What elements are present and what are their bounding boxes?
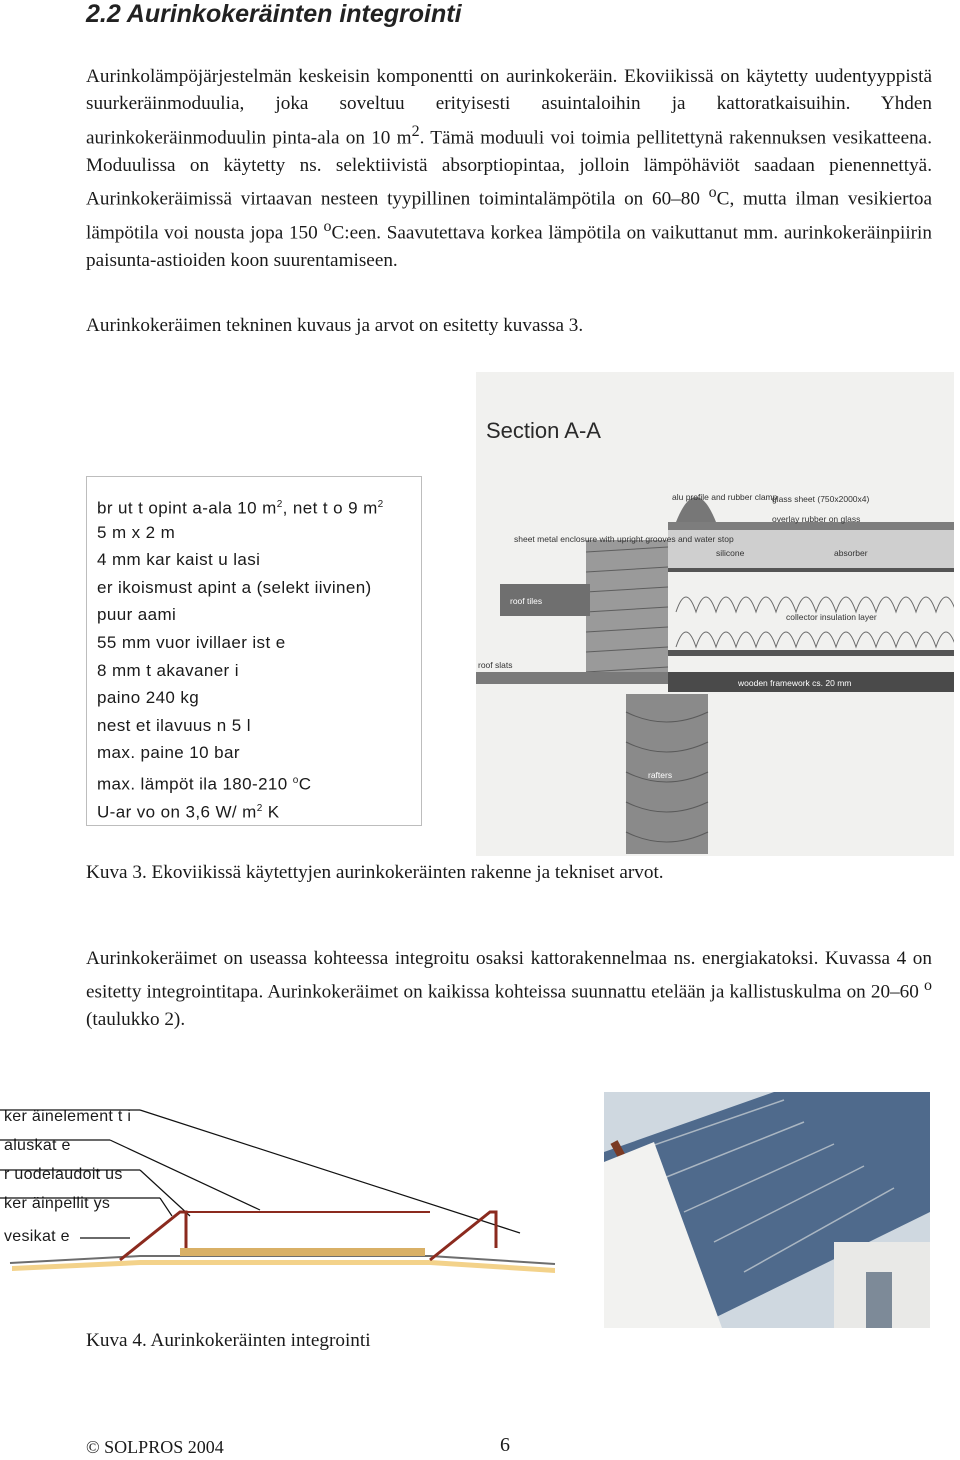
label-sheet-metal: sheet metal enclosure with upright grooves and water stop	[514, 534, 734, 544]
label-wooden-framework: wooden framework cs. 20 mm	[738, 678, 852, 688]
paragraph-text: (taulukko 2).	[86, 1009, 186, 1031]
superscript: o	[323, 217, 332, 235]
integration-paragraph	[86, 945, 932, 1034]
paragraph-text: . Tämä moduuli voi toimia pellitettynä rakennuksen vesikatteena. Moduulissa on käytetty ns. selektiivistä absorptiopintaa, jolloin lämpöhäviöt saadaan pienennettyä. Aurinkokeräimissä virtaavan nesteen tyypillinen toimintalämpötila on 60–80	[86, 127, 932, 210]
label-glass-sheet: glass sheet (750x2000x4)	[772, 494, 870, 504]
spec-line: puur aami	[97, 605, 177, 625]
building-photo	[604, 1092, 930, 1328]
drawing-title: Section A-A	[486, 418, 601, 443]
roof-integration-diagram	[0, 1098, 560, 1298]
superscript: o	[924, 977, 932, 995]
label-rafters: rafters	[648, 770, 673, 780]
footer-copyright: © SOLPROS 2004	[86, 1437, 224, 1457]
label-overlay-rubber: overlay rubber on glass	[772, 514, 861, 524]
superscript: o	[708, 184, 717, 202]
label-roof-tiles: roof tiles	[510, 596, 543, 606]
label-alu-profile: alu profile and rubber clamp	[672, 492, 778, 502]
label-silicone: silicone	[716, 548, 745, 558]
technical-spec-box	[86, 476, 422, 826]
roof-label: aluskat e	[4, 1137, 71, 1154]
roof-label: vesikat e	[4, 1228, 70, 1245]
superscript: 2	[411, 122, 420, 140]
section-a-a-drawing	[476, 372, 954, 856]
paragraph-text: Aurinkokeräimet on useassa kohteessa integroitu osaksi kattorakennelmaa ns. energiakatoksi. Kuvassa 4 on esitetty integrointitapa. Aurinkokeräimet on kaikissa kohteissa suunnattu etelään ja kallistuskulma on 20–60	[86, 948, 932, 1003]
roof-label: ker äinelement t i	[4, 1108, 132, 1125]
spec-line: max. lämpöt ila 180-210 $^o$C	[97, 774, 312, 794]
label-absorber: absorber	[834, 548, 868, 558]
spec-line: br ut t opint a-ala 10 $m^2$, net t o 9 $m^2$	[97, 498, 384, 518]
label-roof-slats: roof slats	[478, 660, 513, 670]
figure-reference-paragraph: Aurinkokeräimen tekninen kuvaus ja arvot on esitetty kuvassa 3.	[86, 315, 584, 336]
spec-line: U-ar vo on 3,6 W/ $m^2$ K	[97, 802, 280, 822]
spec-line: paino 240 kg	[97, 688, 200, 708]
figure-4-caption: Kuva 4. Aurinkokeräinten integrointi	[86, 1330, 371, 1351]
roof-label: r uodelaudoit us	[4, 1166, 123, 1183]
figure-3-caption: Kuva 3. Ekoviikissä käytettyjen aurinkokeräinten rakenne ja tekniset arvot.	[86, 862, 664, 883]
label-collector-insulation: collector insulation layer	[786, 612, 877, 622]
section-heading: 2.2 Aurinkokeräinten integrointi	[86, 0, 462, 28]
roof-label: ker äinpellit ys	[4, 1195, 111, 1212]
spec-line: 5 m x 2 m	[97, 522, 176, 542]
spec-line: nest et ilavuus n 5 l	[97, 715, 251, 735]
page-number: 6	[500, 1434, 510, 1456]
spec-line: 4 mm kar kaist u lasi	[97, 550, 261, 570]
spec-line: max. paine 10 bar	[97, 743, 240, 763]
spec-line: 8 mm t akavaner i	[97, 660, 239, 680]
spec-line: 55 mm vuor ivillaer ist e	[97, 632, 286, 652]
spec-line: er ikoismust apint a (selekt iivinen)	[97, 577, 372, 597]
paragraph-text: C, mutta ilman vesikiertoa lämpötila voi nousta jopa 150	[86, 188, 932, 244]
intro-paragraph	[86, 63, 932, 274]
paragraph-text: Aurinkolämpöjärjestelmän keskeisin komponentti on aurinkokeräin. Ekoviikissä on käytetty uudentyyppistä suurkeräinmoduulia, joka soveltuu erityisesti asuintaloihin ja kattoratkaisuihin. Yhden aurinkokeräinmoduulin pinta-ala on 10 m	[86, 66, 932, 149]
paragraph-text: C:een. Saavutettava korkea lämpötila on vaikuttanut mm. aurinkokeräinpiirin paisunta-astioiden koon suurentamiseen.	[86, 222, 932, 271]
